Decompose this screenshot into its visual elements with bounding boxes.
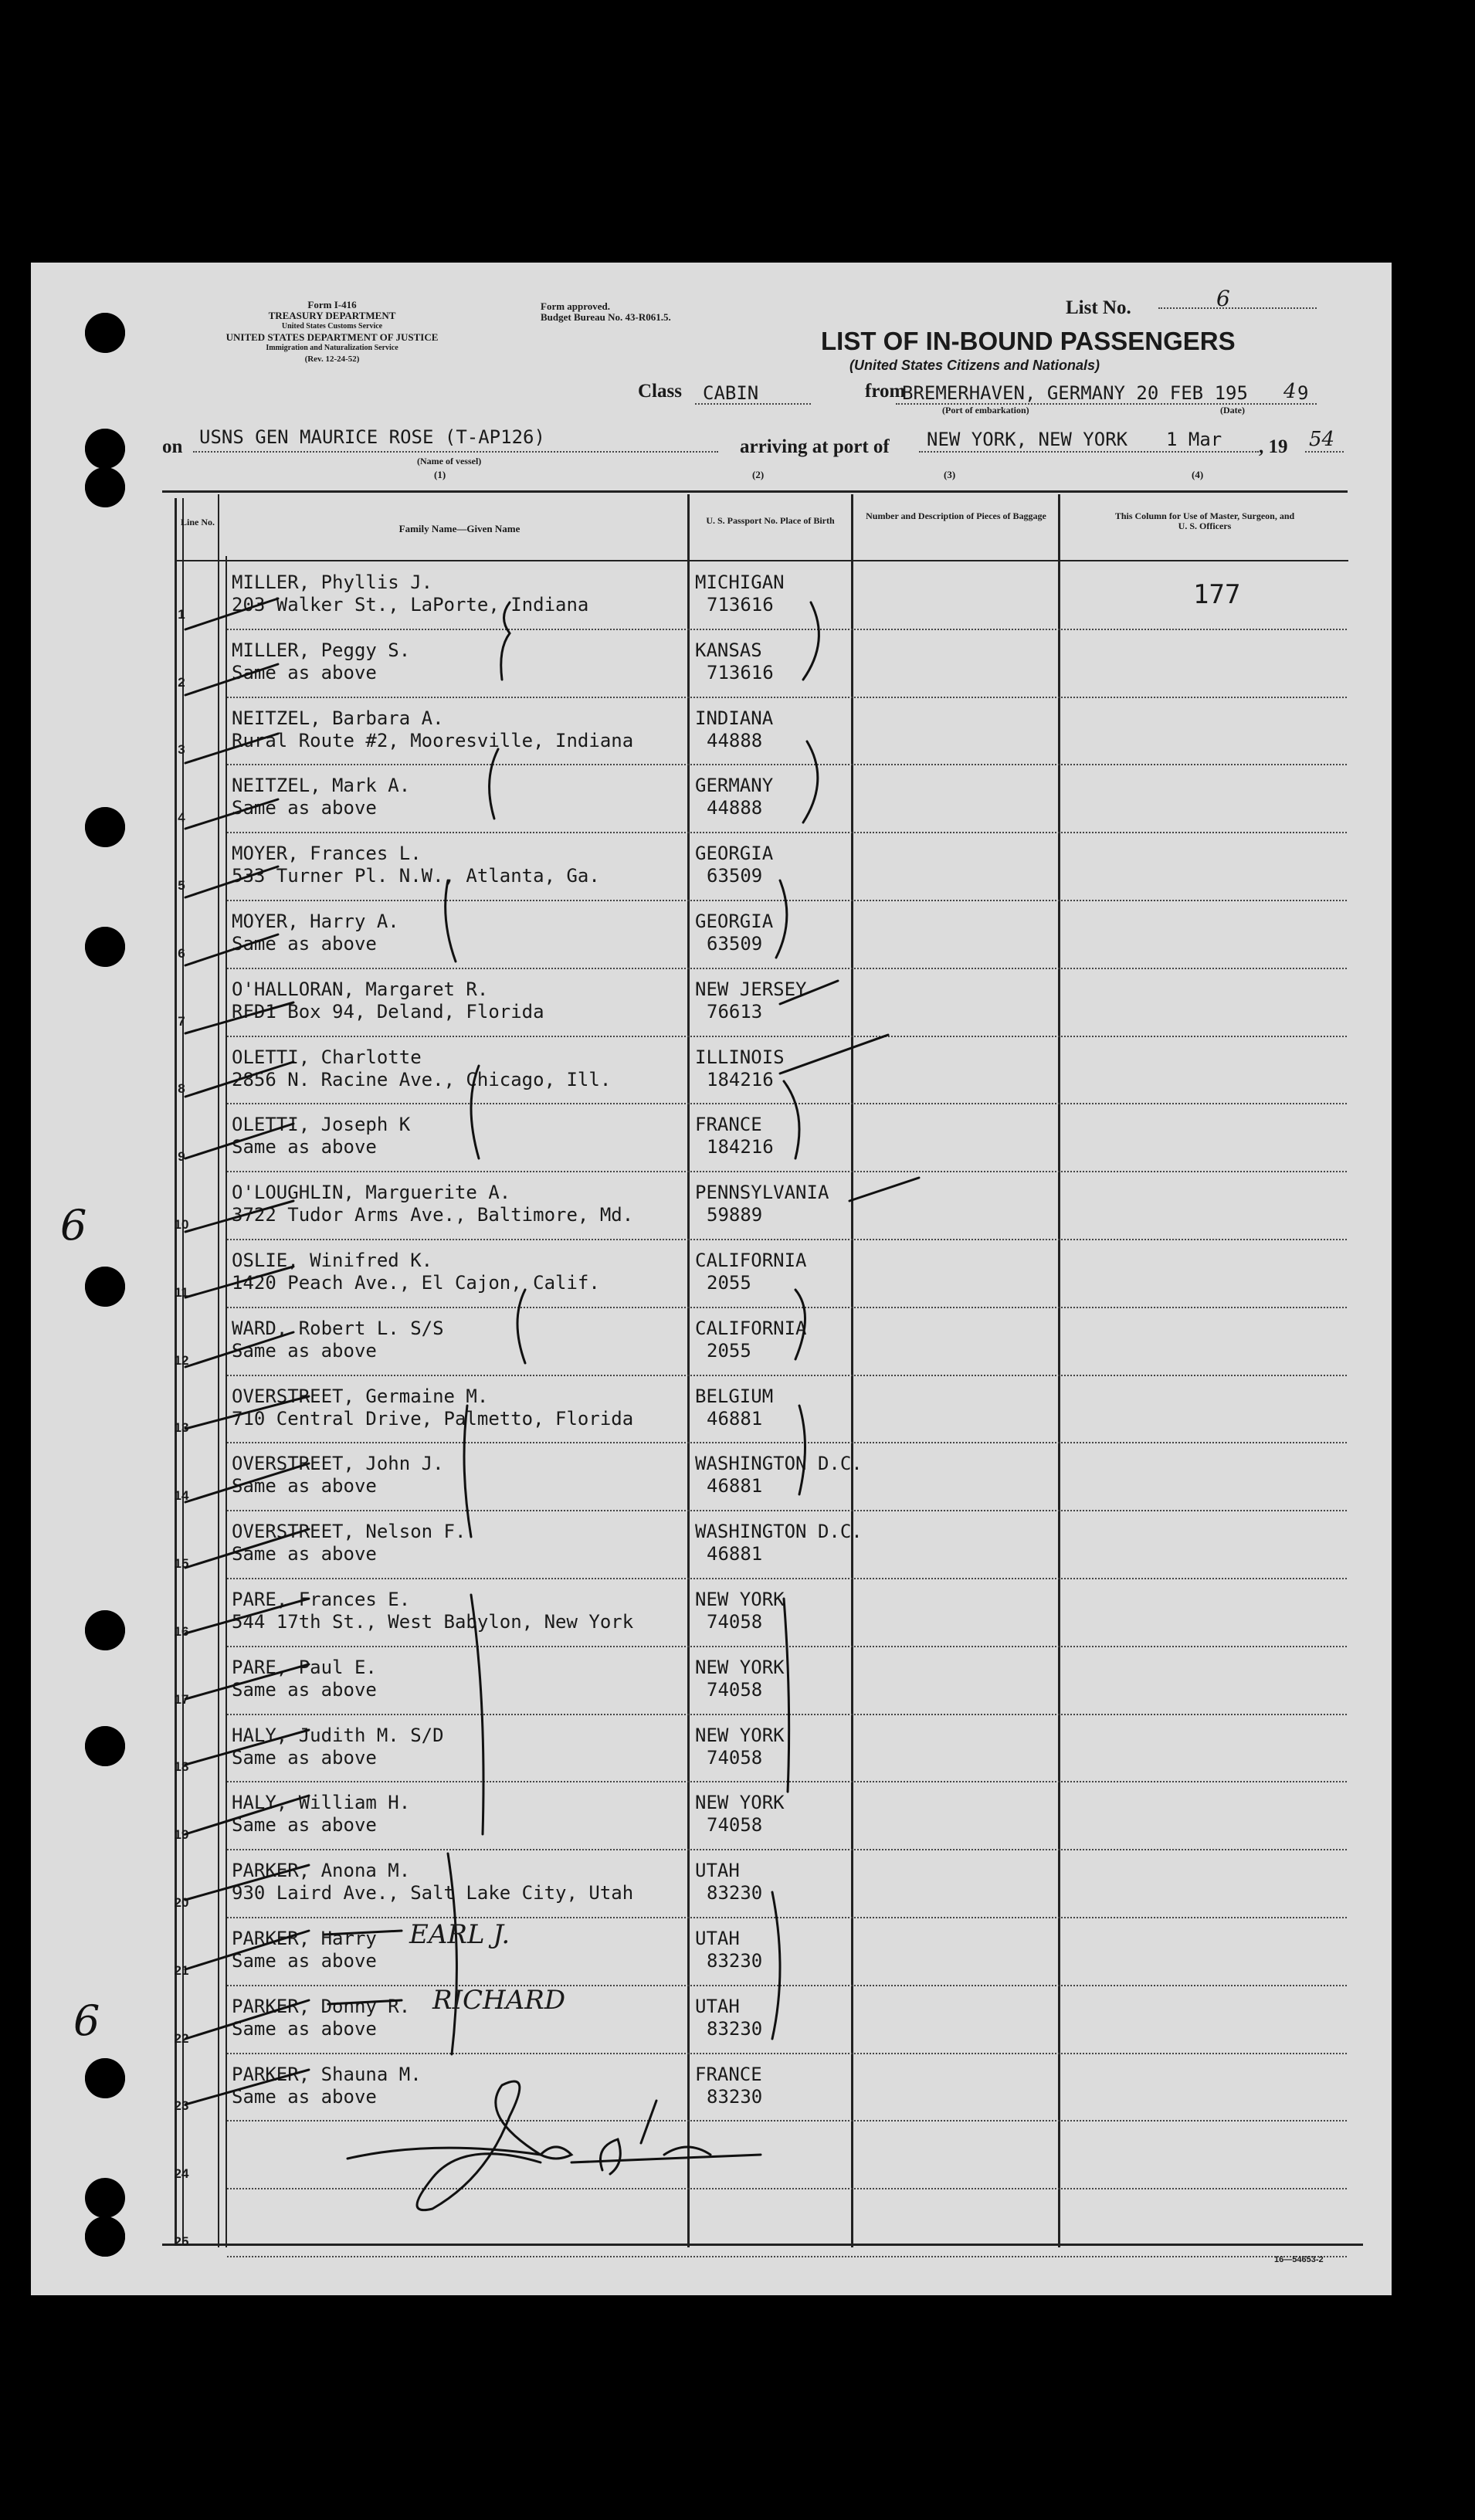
passenger-address: 930 Laird Ave., Salt Lake City, Utah — [232, 1882, 634, 1904]
form-approval: Form approved. Budget Bureau No. 43-R061.5. — [541, 300, 671, 323]
passport-number: 59889 — [707, 1204, 763, 1226]
passport-number: 83230 — [707, 1950, 763, 1972]
passport-number: 184216 — [707, 1136, 774, 1158]
passenger-name: MOYER, Harry A. — [232, 911, 399, 932]
passport-number: 83230 — [707, 1882, 763, 1904]
passenger-name: O'LOUGHLIN, Marguerite A. — [232, 1182, 511, 1204]
row-line-number: 20 — [174, 1895, 189, 1910]
place-of-birth: CALIFORNIA — [695, 1317, 807, 1339]
passport-number: 63509 — [707, 865, 763, 887]
row-line-number: 18 — [174, 1759, 189, 1775]
passport-number: 76613 — [707, 1000, 763, 1023]
passport-number: 46881 — [707, 1475, 763, 1497]
passenger-address: 544 17th St., West Babylon, New York — [232, 1611, 634, 1633]
passenger-address: Same as above — [232, 1746, 377, 1769]
place-of-birth: WASHINGTON D.C. — [695, 1453, 863, 1475]
passport-number: 2055 — [707, 1339, 751, 1362]
from-value: BREMERHAVEN, GERMANY 20 FEB 195 — [902, 382, 1248, 404]
place-of-birth: NEW JERSEY — [695, 978, 807, 1000]
row-line-number: 19 — [174, 1827, 189, 1843]
passenger-address: 2856 N. Racine Ave., Chicago, Ill. — [232, 1068, 612, 1090]
from-year-handwritten: 4 — [1283, 380, 1297, 403]
row-line-number: 5 — [178, 878, 185, 893]
col-header-officers: This Column for Use of Master, Surgeon, and U. S. Officers — [1114, 510, 1295, 531]
row-line-number: 2 — [178, 674, 185, 690]
passenger-address: 1420 Peach Ave., El Cajon, Calif. — [232, 1272, 600, 1294]
passenger-address: RFD1 Box 94, Deland, Florida — [232, 1000, 544, 1023]
col-number-2: (2) — [752, 469, 765, 480]
passenger-name: NEITZEL, Mark A. — [232, 775, 411, 797]
passport-number: 44888 — [707, 797, 763, 819]
place-of-birth: GERMANY — [695, 775, 774, 797]
passport-number: 2055 — [707, 1272, 751, 1294]
passenger-name: PARKER, Donny R. — [232, 1995, 411, 2017]
passport-number: 74058 — [707, 1611, 763, 1633]
place-of-birth: UTAH — [695, 1995, 740, 2017]
row-line-number: 25 — [174, 2234, 189, 2249]
form-footer-code: 16—54653-2 — [1274, 2255, 1324, 2264]
col-header-passport: U. S. Passport No. Place of Birth — [706, 515, 835, 526]
port-embark-caption: (Port of embarkation) — [942, 405, 1029, 415]
document-title: LIST OF IN-BOUND PASSENGERS — [821, 327, 1236, 355]
place-of-birth: KANSAS — [695, 639, 762, 661]
list-no-label: List No. — [1066, 297, 1131, 318]
passport-number: 83230 — [707, 2085, 763, 2108]
col-number-3: (3) — [944, 469, 956, 480]
passenger-name: OLETTI, Joseph K — [232, 1114, 411, 1136]
passenger-name: PARKER, Harry — [232, 1928, 377, 1949]
passenger-name: OVERSTREET, John J. — [232, 1453, 444, 1475]
arrival-date: 1 Mar — [1166, 429, 1222, 450]
place-of-birth: WASHINGTON D.C. — [695, 1521, 863, 1543]
vessel-name: USNS GEN MAURICE ROSE (T-AP126) — [199, 426, 545, 448]
place-of-birth: CALIFORNIA — [695, 1250, 807, 1271]
handwritten-correction-row21: EARL J. — [409, 1919, 510, 1950]
passenger-address: Same as above — [232, 1475, 377, 1497]
passenger-name: OVERSTREET, Nelson F. — [232, 1521, 466, 1543]
date-caption: (Date) — [1220, 405, 1245, 415]
place-of-birth: ILLINOIS — [695, 1046, 785, 1068]
place-of-birth: FRANCE — [695, 2063, 762, 2085]
col-header-name: Family Name—Given Name — [398, 523, 520, 534]
row-line-number: 8 — [178, 1081, 185, 1097]
handwritten-correction-row22: RICHARD — [432, 1985, 566, 2016]
row-line-number: 14 — [174, 1488, 189, 1504]
row-line-number: 11 — [175, 1284, 188, 1300]
passenger-address: Same as above — [232, 661, 377, 683]
passenger-address: Rural Route #2, Mooresville, Indiana — [232, 729, 634, 751]
row-line-number: 17 — [174, 1691, 189, 1707]
on-label: on — [162, 436, 183, 457]
col-header-baggage: Number and Description of Pieces of Baggage — [866, 510, 1046, 521]
place-of-birth: MICHIGAN — [695, 571, 785, 593]
passport-number: 74058 — [707, 1814, 763, 1837]
arriving-port: NEW YORK, NEW YORK — [927, 429, 1128, 450]
passenger-address: 533 Turner Pl. N.W., Atlanta, Ga. — [232, 865, 600, 887]
row-line-number: 6 — [178, 945, 185, 961]
place-of-birth: FRANCE — [695, 1114, 762, 1136]
row-line-number: 16 — [174, 1623, 189, 1639]
row-line-number: 22 — [174, 2030, 189, 2046]
passenger-name: PARKER, Anona M. — [232, 1860, 411, 1882]
place-of-birth: NEW YORK — [695, 1724, 785, 1746]
row-line-number: 24 — [174, 2166, 189, 2182]
arriving-label: arriving at port of — [740, 436, 890, 457]
place-of-birth: GEORGIA — [695, 843, 774, 865]
margin-mark: 6 — [60, 1201, 87, 1250]
passenger-address: Same as above — [232, 1678, 377, 1701]
passenger-name: MOYER, Frances L. — [232, 843, 422, 865]
class-value: CABIN — [703, 382, 759, 404]
place-of-birth: GEORGIA — [695, 911, 774, 932]
passenger-address: Same as above — [232, 1950, 377, 1972]
row-line-number: 4 — [178, 810, 185, 826]
passenger-name: OLETTI, Charlotte — [232, 1046, 422, 1068]
passenger-name: HALY, William H. — [232, 1792, 411, 1814]
passenger-name: MILLER, Phyllis J. — [232, 571, 433, 593]
place-of-birth: BELGIUM — [695, 1385, 774, 1407]
place-of-birth: UTAH — [695, 1928, 740, 1949]
row-line-number: 15 — [174, 1556, 189, 1571]
col-header-line-no: Line No. — [180, 517, 215, 527]
place-of-birth: NEW YORK — [695, 1589, 785, 1610]
passport-number: 713616 — [707, 661, 774, 683]
passenger-address: 710 Central Drive, Palmetto, Florida — [232, 1407, 634, 1430]
vessel-caption: (Name of vessel) — [417, 456, 482, 466]
place-of-birth: INDIANA — [695, 707, 774, 729]
passenger-address: Same as above — [232, 2017, 377, 2040]
passport-number: 83230 — [707, 2017, 763, 2040]
passenger-name: MILLER, Peggy S. — [232, 639, 411, 661]
year-prefix: , 19 — [1259, 436, 1288, 457]
row-line-number: 10 — [174, 1217, 189, 1232]
row-line-number: 3 — [178, 742, 185, 758]
passenger-address: Same as above — [232, 1543, 377, 1565]
document-subtitle: (United States Citizens and Nationals) — [849, 358, 1100, 373]
passenger-address: Same as above — [232, 933, 377, 955]
passenger-address: Same as above — [232, 2085, 377, 2108]
class-label: Class — [638, 381, 682, 402]
passenger-address: Same as above — [232, 1339, 377, 1362]
passenger-address: Same as above — [232, 797, 377, 819]
passport-number: 74058 — [707, 1746, 763, 1769]
margin-mark: 6 — [73, 1996, 100, 2045]
passenger-name: NEITZEL, Barbara A. — [232, 707, 444, 729]
passport-number: 713616 — [707, 594, 774, 616]
passenger-name: OVERSTREET, Germaine M. — [232, 1385, 489, 1407]
row-line-number: 13 — [174, 1420, 189, 1436]
year-suffix: 54 — [1309, 428, 1335, 451]
col-number-4: (4) — [1192, 469, 1204, 480]
row-line-number: 23 — [174, 2098, 189, 2114]
form-agency-block: Form I-416 TREASURY DEPARTMENT United States Customs Service UNITED STATES DEPARTMENT OF JUSTICE Immigration and Naturalization Service (Rev. 12-24-52) — [225, 299, 439, 364]
passenger-name: PARE, Paul E. — [232, 1656, 377, 1678]
place-of-birth: NEW YORK — [695, 1792, 785, 1814]
col-number-1: (1) — [434, 469, 446, 480]
passenger-name: PARKER, Shauna M. — [232, 2063, 422, 2085]
passport-number: 74058 — [707, 1678, 763, 1701]
passport-number: 46881 — [707, 1543, 763, 1565]
row-line-number: 9 — [178, 1149, 185, 1165]
passport-number: 46881 — [707, 1407, 763, 1430]
place-of-birth: PENNSYLVANIA — [695, 1182, 829, 1204]
row-line-number: 21 — [174, 1962, 189, 1978]
row-line-number: 7 — [178, 1013, 185, 1029]
passenger-address: Same as above — [232, 1814, 377, 1837]
passport-number: 44888 — [707, 729, 763, 751]
passenger-name: O'HALLORAN, Margaret R. — [232, 978, 489, 1000]
from-year-typed: 9 — [1297, 382, 1309, 404]
place-of-birth: NEW YORK — [695, 1656, 785, 1678]
passenger-name: OSLIE, Winifred K. — [232, 1250, 433, 1271]
passenger-name: HALY, Judith M. S/D — [232, 1724, 444, 1746]
list-no-value: 6 — [1216, 286, 1230, 311]
passport-number: 184216 — [707, 1068, 774, 1090]
passenger-address: Same as above — [232, 1136, 377, 1158]
place-of-birth: UTAH — [695, 1860, 740, 1882]
passenger-name: PARE, Frances E. — [232, 1589, 411, 1610]
passenger-address: 203 Walker St., LaPorte, Indiana — [232, 594, 589, 616]
passenger-address: 3722 Tudor Arms Ave., Baltimore, Md. — [232, 1204, 634, 1226]
passport-number: 63509 — [707, 933, 763, 955]
row-line-number: 12 — [174, 1352, 189, 1368]
row-line-number: 1 — [178, 606, 185, 622]
from-label: from — [865, 381, 906, 402]
passenger-name: WARD, Robert L. S/S — [232, 1317, 444, 1339]
officer-note: 177 — [1193, 579, 1241, 610]
